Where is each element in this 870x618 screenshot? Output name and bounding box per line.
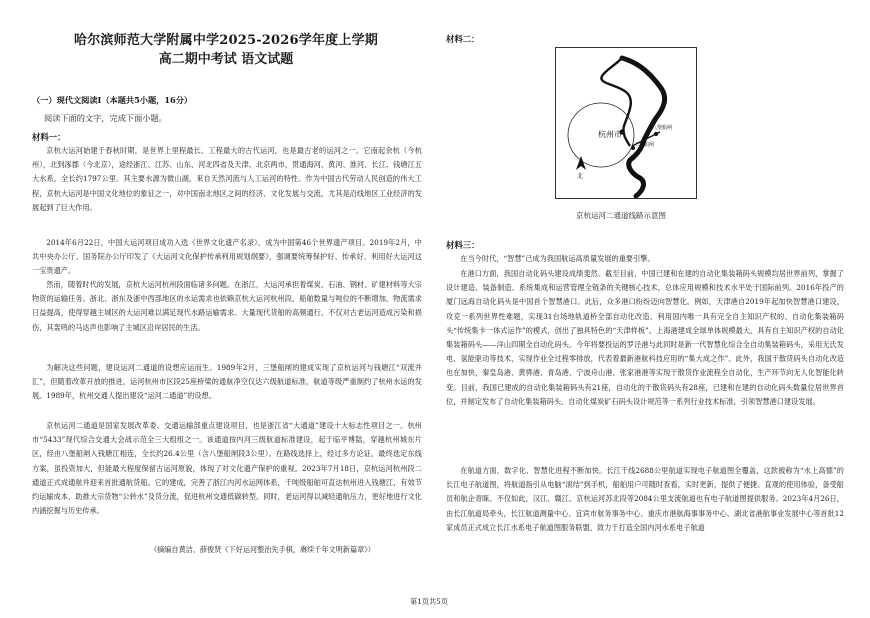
material1-paragraph-1: 京杭大运河始建于春秋时期，是世界上里程最长、工程最大的古代运河，也是最古老的运河之一。它南起余杭（今杭州），北到涿郡（今北京），途经浙江、江苏、山东、河北四省及天津、北京两市，贯通海河、黄河、淮河、长江、钱塘江五大水系，全长约1797公里。其主要水源为微山湖，來自天然河流与人工运河的特性。作为中国古代劳动人民创造的伟大工程，京杭大运河是中国文化地位的象征之一，对中国南北地区之间的经济、文化发展与交流，尤其是沿线地区工业经济的发展起到了巨大作用。	[32, 146, 422, 212]
material1-paragraph-5: 京杭运河二通道是国家发展改革委、交通运输部重点建设项目，也是浙江省“大通道”建设十大标志性项目之一。杭州市“5433”现代综合交通大会战示范全三大组组之一。该通道按内河三级航道标准建设，起于临平博陆，穿越杭州城东片区，经由八堡船闸入钱塘江相连，全长约26.4公里（含八堡船闸段3公里）。在路线选择上，经过多方论证，最终选定东线方案，虽投资加大，但能最大程度保留古运河原貌，体现了对文化遗产保护的重视。2023年7月18日，京杭运河杭州段二通道正式成通航并迎来首批通航货船。它的建成，完善了浙江内河水运网体系，千吨级船舶可直达杭州进入钱塘江，有效节约运输成本，助推大宗货物“公转水”及货分流，促进杭州交通低碳转型。同时，老运河得以减轻通航压力，更好地进行文化内涵挖掘与历史传承。	[32, 421, 422, 516]
exam-title-line2: 高二期中考试 语文试题	[158, 52, 294, 67]
material3-paragraph-3: 在航道方面，数字化、智慧化进程不断加快。长江干线2688公里航道实现电子航道图全覆盖，这款被称为“水上高德”的长江电子航道图，将航道指引从电脑“滚结”到手机，船舶用户可随时查看，实时更新，提供了便捷、直观的使用体验，备受船员和航企青睐。不仅如此，汉江、赣江、京杭运河苏北段等2084公里支流航道也有电子航道图提供服务。2023年4月26日，由长江航道局牵头，长江航道测量中心、宜宾市航务事务中心、重庆市港航海事事务中心、湖北省港航事业发展中心等首批12家成员正式成立长江水系电子航道图服务联盟，致力于打造全国内河水系电子航道	[446, 466, 844, 532]
section-instruction: 阅读下面的文字，完成下面小题。	[44, 113, 167, 123]
material3-paragraph-1: 在当今时代，“智慧”已成为我国航运高质量发展的重要引擎。	[460, 254, 655, 263]
north-label: 北	[577, 173, 584, 180]
material3-heading: 材料三：	[446, 240, 480, 250]
material3-paragraph-2: 在港口方面，我国自动化码头建设成绩斐然。截至目前，中国已建和在建的自动化集装箱码头规模均居世界前列，掌握了设计建造、装备制造、系统集成和运营管理全链条的关键核心技术，总体应用规模和技术水平处于国际前列。2016年投产的厦门远海自动化码头是中国首个智慧港口。此后，众多港口纷纷迈向智慧化。例如，天津港自2019年起加快智慧港口建设，攻克一系列世界性难题，实现31台场地轨道桥全部自动化改造、利用国内唯一具有完全自主知识产权的、自动化集装箱码头“传统集卡一体式运作”的模式，创出了独具特色的“天津样板”。上海港建成全球单体规模最大、具有自主知识产权的自动化集装箱码头——洋山四期全自动化码头。今年将要投运的罗泾港与此同时是新一代智慧化综合全自动集装箱码头，采用无氏发电、氢能驱动等技术，实现作业全过程零排放，代表着最新港航科技应用的“集大成之作”。此外，我国干散货码头自动化改造也在加快，秦皇岛港、黄骅港、青岛港、宁波舟山港、张家港港等实现干散货作业流程全自动化，生产环节向无人化智能化转变。目前，我国已建成的自动化集装箱码头有21座，自动化的干散货码头有28座，已建和在建的自动化码头数量位居世界首位，并制定发布了自动化集装箱码头、自动化煤炭矿石码头设计规范等一系列行业技术标准，引领智慧港口建设发展。	[446, 269, 844, 406]
material1-paragraph-4: 为解决这些问题，建设运河二通道的设想应运而生。1989年2月，三堡船闸的建成实现了京杭运河与钱塘江“双流并汇”，但随着改革开放的推进，运河杭州市区段25座桥梁的通航净空仅达六级航道标准，航道等级严重制约了杭州水运的发展。1989年，杭州交通人提出建设“运河二通道”的设想。	[32, 363, 422, 401]
map-caption: 京杭运河二通道线路示意图	[576, 211, 666, 220]
map-drawing	[556, 48, 696, 198]
canal-route-map	[555, 47, 697, 199]
material1-paragraph-2: 2014年6月22日，中国大运河项目成功入选《世界文化遗产名录》，成为中国第46个世界遗产项目。2019年2月，中共中央办公厅、国务院办公厅印发了《大运河文化保护传承利用规划纲要》，强调要统筹保护好、传承好、利用好大运河这一宝贵遗产。	[32, 238, 422, 276]
lock-south-label: 三堡船闸	[634, 142, 655, 148]
lock-east-label: 八堡船闸	[652, 125, 673, 131]
material1-heading: 材料一：	[32, 132, 66, 142]
page-number: 第1页共5页	[410, 597, 448, 606]
section-heading: （一）现代文阅读Ⅰ（本题共5小题，16分）	[32, 95, 193, 105]
lock-east-marker-icon	[654, 132, 658, 136]
exam-title-line1: 哈尔滨师范大学附属中学2025-2026学年度上学期	[74, 33, 378, 48]
material2-heading: 材料二：	[446, 34, 480, 44]
city-label: 杭州市	[598, 130, 622, 139]
material1-paragraph-3: 然而，随着时代的发展，京杭大运河杭州段面临诸多问题。在浙江，大运河承担着煤炭、石油、钢材、矿建材料等大宗物资的运输任务。浙北、浙东及浙中西部地区的水运需求也依赖京杭大运河杭州段，船舶数量与吨位的不断增加，物流需求日益提高，使得穿越主城区的大运河难以满足现代水路运输需求。大量现代货船的高频通行，不仅对古老运河造成污染和损伤，其轰鸣的马达声也影响了主城区沿岸居民的生活。	[32, 280, 422, 332]
material1-source: （摘编自黄洁、薛俊贤《下好运河整治先手棋，赓续千年文明新篇章》）	[150, 545, 375, 554]
